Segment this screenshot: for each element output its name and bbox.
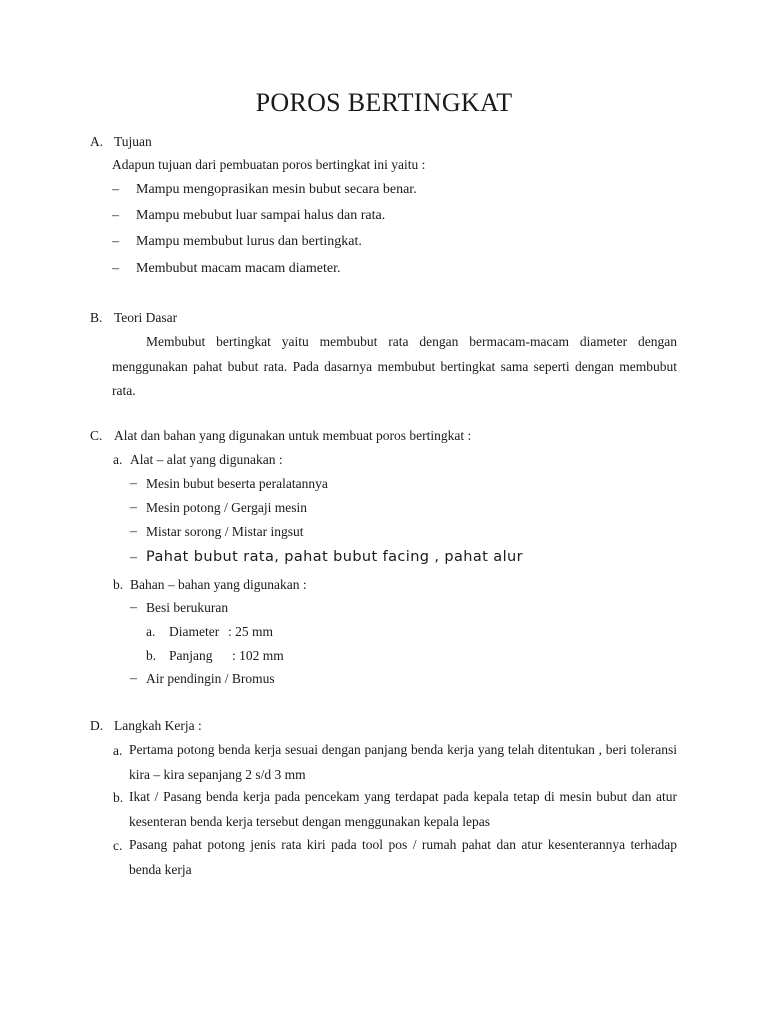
step-letter: c.	[113, 838, 123, 853]
list-item: Mampu mebubut luar sampai halus dan rata.	[136, 208, 386, 223]
dash-icon: –	[112, 261, 119, 276]
bahan-letter: b.	[113, 577, 124, 592]
section-d-heading: Langkah Kerja :	[114, 718, 202, 733]
dim-label: Panjang	[169, 648, 213, 663]
section-c-letter: C.	[90, 428, 103, 443]
page-title: POROS BERTINGKAT	[255, 88, 513, 117]
dash-icon: –	[112, 182, 119, 197]
section-a-intro: Adapun tujuan dari pembuatan poros bertingkat ini yaitu :	[112, 157, 426, 172]
step-letter: b.	[113, 790, 124, 805]
section-a-heading: Tujuan	[114, 134, 152, 149]
dash-icon: –	[130, 476, 137, 491]
alat-letter: a.	[113, 452, 123, 467]
dash-icon: –	[130, 600, 137, 615]
dim-letter: b.	[146, 648, 157, 663]
section-c-heading: Alat dan bahan yang digunakan untuk membuat poros bertingkat :	[114, 428, 472, 443]
list-item: Mesin bubut beserta peralatannya	[146, 476, 328, 491]
list-item: Mesin potong / Gergaji mesin	[146, 500, 307, 515]
section-d-letter: D.	[90, 718, 104, 733]
dash-icon: –	[112, 234, 119, 249]
dash-icon: –	[130, 671, 137, 686]
section-a-letter: A.	[90, 134, 104, 149]
dash-icon: –	[130, 500, 137, 515]
list-item: Mampu mengoprasikan mesin bubut secara benar.	[136, 182, 417, 197]
dim-value: : 25 mm	[228, 624, 274, 639]
dash-icon: –	[130, 550, 137, 565]
step-text: Pertama potong benda kerja sesuai dengan panjang benda kerja yang telah ditentukan , beri toleransi kira – kira sepanjang 2 s/d 3 mm	[129, 742, 677, 782]
dim-value: : 102 mm	[232, 648, 284, 663]
step-text: Ikat / Pasang benda kerja pada pencekam yang terdapat pada kepala tetap di mesin bubut dan atur kesenteran benda kerja tersebut dengan menggunakan kepala lepas	[129, 789, 677, 829]
step-text: Pasang pahat potong jenis rata kiri pada tool pos / rumah pahat dan atur kesenterannya terhadap benda kerja	[129, 837, 677, 877]
list-item: Mistar sorong / Mistar ingsut	[146, 524, 304, 539]
list-item: Mampu membubut lurus dan bertingkat.	[136, 234, 362, 249]
list-item: Pahat bubut rata, pahat bubut facing , pahat alur	[146, 549, 523, 565]
step-letter: a.	[113, 743, 123, 758]
dim-letter: a.	[146, 624, 156, 639]
list-item: Membubut macam macam diameter.	[136, 261, 341, 276]
dim-label: Diameter	[169, 624, 220, 639]
section-b-paragraph: Membubut bertingkat yaitu membubut rata dengan bermacam-macam diameter dengan menggunakan pahat bubut rata. Pada dasarnya membubut bertingkat sama seperti dengan membubut rata.	[112, 334, 677, 398]
section-b-letter: B.	[90, 310, 103, 325]
section-b-heading: Teori Dasar	[114, 310, 178, 325]
bahan-heading: Bahan – bahan yang digunakan :	[130, 577, 307, 592]
air-label: Air pendingin / Bromus	[146, 671, 275, 686]
besi-label: Besi berukuran	[146, 600, 229, 615]
dash-icon: –	[112, 208, 119, 223]
dash-icon: –	[130, 524, 137, 539]
alat-heading: Alat – alat yang digunakan :	[130, 452, 283, 467]
